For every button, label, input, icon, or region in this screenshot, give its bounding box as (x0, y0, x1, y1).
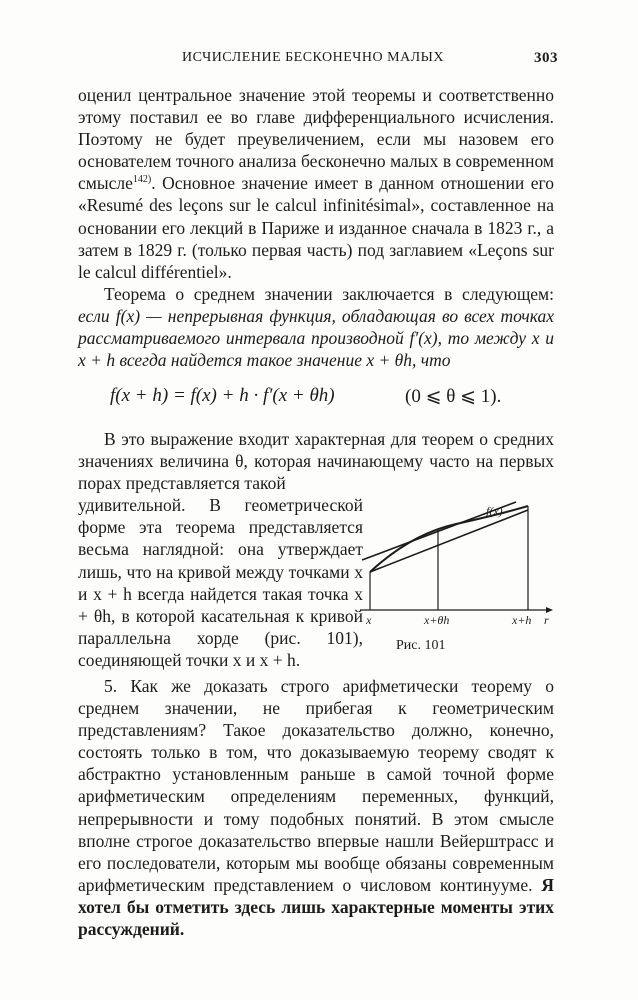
mean-value-formula (110, 385, 550, 407)
running-header (78, 50, 558, 74)
paragraph-4 (78, 675, 554, 940)
paragraph-3-full: В это выражение входит характерная для теорем о средних значениях величина θ, которая начинающему часто на первых порах представляется такой (78, 429, 554, 494)
footnote-ref: 142) (132, 174, 152, 186)
theorem-statement: если f(x) — непрерывная функция, обладающая во всех точках рассматриваемого интервала производной f′(x), то между x и x + h всегда найдется такое значение x + θh, что (78, 306, 554, 371)
paragraph-2 (78, 283, 554, 371)
paragraph-1-text-a: оценил центральное значение этой теоремы и соответственно этому поставил ее во главе дифференциального исчисления. Поэтому не будет преувеличением, если мы назовем его основателем точного анализа бесконечно малых в современном смысле (78, 85, 554, 194)
label-axis: r (544, 613, 549, 627)
paragraph-4-text: 5. Как же доказать строго арифметически теорему о среднем значении, не прибегая к геометрическим представлениям? Такое доказательство должно, конечно, состоять только в том, что доказываемую теорему сводят к абстрактно установленным раньше в самой точной форме арифметическим определениям переменных, функций, непрерывности и тому подобных понятий. В этом смысле вполне строгое доказательство впервые нашли Вейерштрасс и его последователи, которым мы вообще обязаны современным арифметическим представлением о числовом континууме. (78, 676, 554, 895)
formula-expression: f(x + h) = f(x) + h · f′(x + θh) (110, 385, 335, 406)
figure-caption: Рис. 101 (396, 638, 446, 653)
label-x-theta-h: x+θh (424, 613, 450, 627)
theorem-intro: Теорема о среднем значении заключается в следующем: (104, 284, 554, 304)
formula-condition: (0 ⩽ θ ⩽ 1). (405, 386, 502, 407)
figure-101 (356, 500, 556, 660)
chord (370, 510, 528, 572)
paragraph-1 (78, 84, 554, 283)
figure-drawing (356, 500, 556, 625)
paragraph-4-bold: Я хотел бы отметить здесь лишь характерные моменты этих рассуждений. (78, 874, 554, 940)
label-x: x (366, 613, 372, 627)
paragraph-1-text-b: . Основное значение имеет в данном отношении его «Resumé des leçons sur le calcul infinitésimal», составленное на основании его лекций в Париже и изданное сначала в 1823 г., а затем в 1829 г. (только первая часть) под заглавием «Leçons sur le calcul différentiel». (78, 173, 554, 282)
page-number: 303 (534, 50, 558, 66)
curve-label: f(x) (486, 504, 503, 518)
label-x-plus-h: x+h (512, 613, 532, 627)
header-title: ИСЧИСЛЕНИЕ БЕСКОНЕЧНО МАЛЫХ (182, 50, 444, 65)
paragraph-3-wrapped: удивительной. В геометрической форме эта теорема представляется весьма наглядной: она утверждает лишь, что на кривой между точками x и x + h всегда найдется такая точка x + θh, в которой касательная к кривой параллельна хорде (рис. 101), соединяющей точки x и x + h. (78, 495, 363, 670)
